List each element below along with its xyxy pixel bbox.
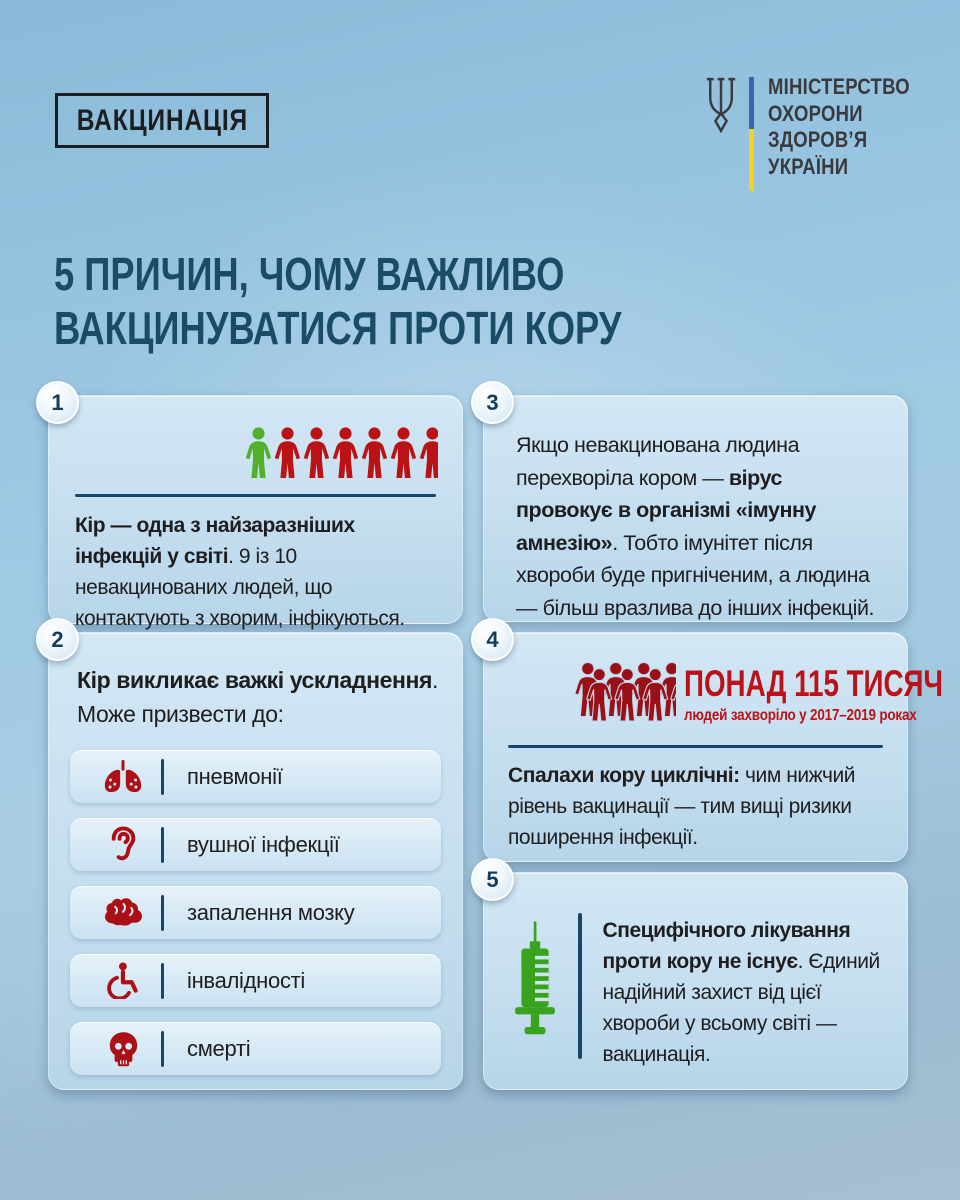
stat-block [684, 659, 943, 725]
card-no-cure [483, 866, 908, 1090]
card-outbreaks-text-rest: чим нижчий рівень вакцинації — тим вищі ризики поширення інфекції. [508, 764, 856, 849]
item-divider [578, 913, 582, 1059]
trident-icon [702, 77, 740, 133]
brain-icon [100, 897, 146, 928]
divider [75, 494, 436, 497]
list-item-label: вушної інфекції [187, 831, 340, 857]
list-item-label: смерті [187, 1035, 251, 1061]
card-no-cure-text-bold: Специфічного лікування проти кору не існує [602, 919, 851, 973]
card-number-badge: 3 [471, 381, 514, 424]
card-number-badge: 4 [471, 618, 514, 661]
item-divider [161, 963, 164, 999]
item-divider [161, 895, 164, 931]
list-item-death [70, 1022, 441, 1075]
page-title-line-2: ВАКЦИНУВАТИСЯ ПРОТИ КОРУ [54, 302, 622, 354]
ministry-name-line: УКРАЇНИ [768, 153, 849, 179]
card-amnesia-text-rest: . Тобто імунітет після хвороби буде пригніченим, а людина — більш вразлива до інших інфекцій. [516, 530, 875, 620]
card-number-badge: 5 [471, 858, 514, 901]
card-amnesia-text-bold: вірус провокує в організмі «імунну амнезію» [516, 465, 817, 555]
wheelchair-icon [100, 962, 146, 999]
stat-title: ПОНАД 115 ТИСЯЧ [684, 663, 943, 704]
item-divider [161, 1031, 164, 1067]
ministry-name-line: ОХОРОНИ [768, 100, 863, 126]
list-item-label: пневмонії [187, 763, 283, 789]
ear-icon [100, 826, 146, 863]
complications-list [70, 750, 441, 1075]
divider [508, 745, 883, 748]
outbreak-stats [508, 659, 943, 725]
page-title [54, 247, 772, 355]
card-outbreaks [483, 626, 943, 862]
list-item-disability [70, 954, 441, 1007]
stat-caption: людей захворіло у 2017–2019 роках [684, 707, 917, 724]
card-amnesia-text-lead: Якщо невакцинована людина перехворіла кором — [516, 433, 800, 490]
card-outbreaks-text [508, 760, 883, 853]
skull-icon [100, 1031, 146, 1067]
badge-label: ВАКЦИНАЦІЯ [76, 103, 248, 137]
list-item-encephalitis [70, 886, 441, 939]
list-item-pneumonia [70, 750, 441, 803]
card-contagious-text-rest: . 9 із 10 невакцинованих людей, що контактують з хворим, інфікуються. [75, 545, 405, 630]
card-number-badge: 1 [36, 381, 79, 424]
infection-people-icons [75, 424, 438, 478]
list-item-ear-infection [70, 818, 441, 871]
card-no-cure-text-rest: . Єдиний надійний захист від цієї хвороби у всьому світі — вакцинація. [602, 950, 880, 1066]
list-item-label: запалення мозку [187, 899, 355, 925]
card-number-badge: 2 [36, 618, 79, 661]
card-complications-title: Кір викликає важкі ускладнення [77, 667, 433, 693]
card-no-cure-text [603, 915, 884, 1089]
card-contagious [48, 389, 463, 630]
card-immune-amnesia [483, 389, 908, 622]
ministry-name [768, 74, 910, 180]
flag-bar-icon [749, 77, 754, 191]
crowd-icon [508, 659, 676, 723]
lungs-icon [100, 760, 146, 793]
card-complications-heading: Кір викликає важкі ускладнення. Може призвести до: [77, 667, 439, 727]
item-divider [161, 759, 164, 795]
card-contagious-text-bold: Кір — одна з найзаразніших інфекцій у світі [75, 514, 355, 568]
list-item-label: інвалідності [187, 967, 306, 993]
item-divider [161, 827, 164, 863]
ministry-logo [702, 74, 937, 191]
ministry-name-line: МІНІСТЕРСТВО [768, 74, 910, 99]
card-amnesia-text [516, 429, 879, 624]
syringe-icon [512, 921, 558, 1089]
card-contagious-text [75, 510, 436, 634]
card-outbreaks-text-bold: Спалахи кору циклічні: [508, 764, 740, 787]
card-complications [48, 626, 463, 1090]
ministry-name-line: ЗДОРОВ’Я [768, 127, 868, 152]
page-title-line-1: 5 ПРИЧИН, ЧОМУ ВАЖЛИВО [54, 248, 565, 300]
vaccination-badge [55, 93, 269, 148]
card-complications-subtitle: Може призвести до: [77, 701, 284, 727]
